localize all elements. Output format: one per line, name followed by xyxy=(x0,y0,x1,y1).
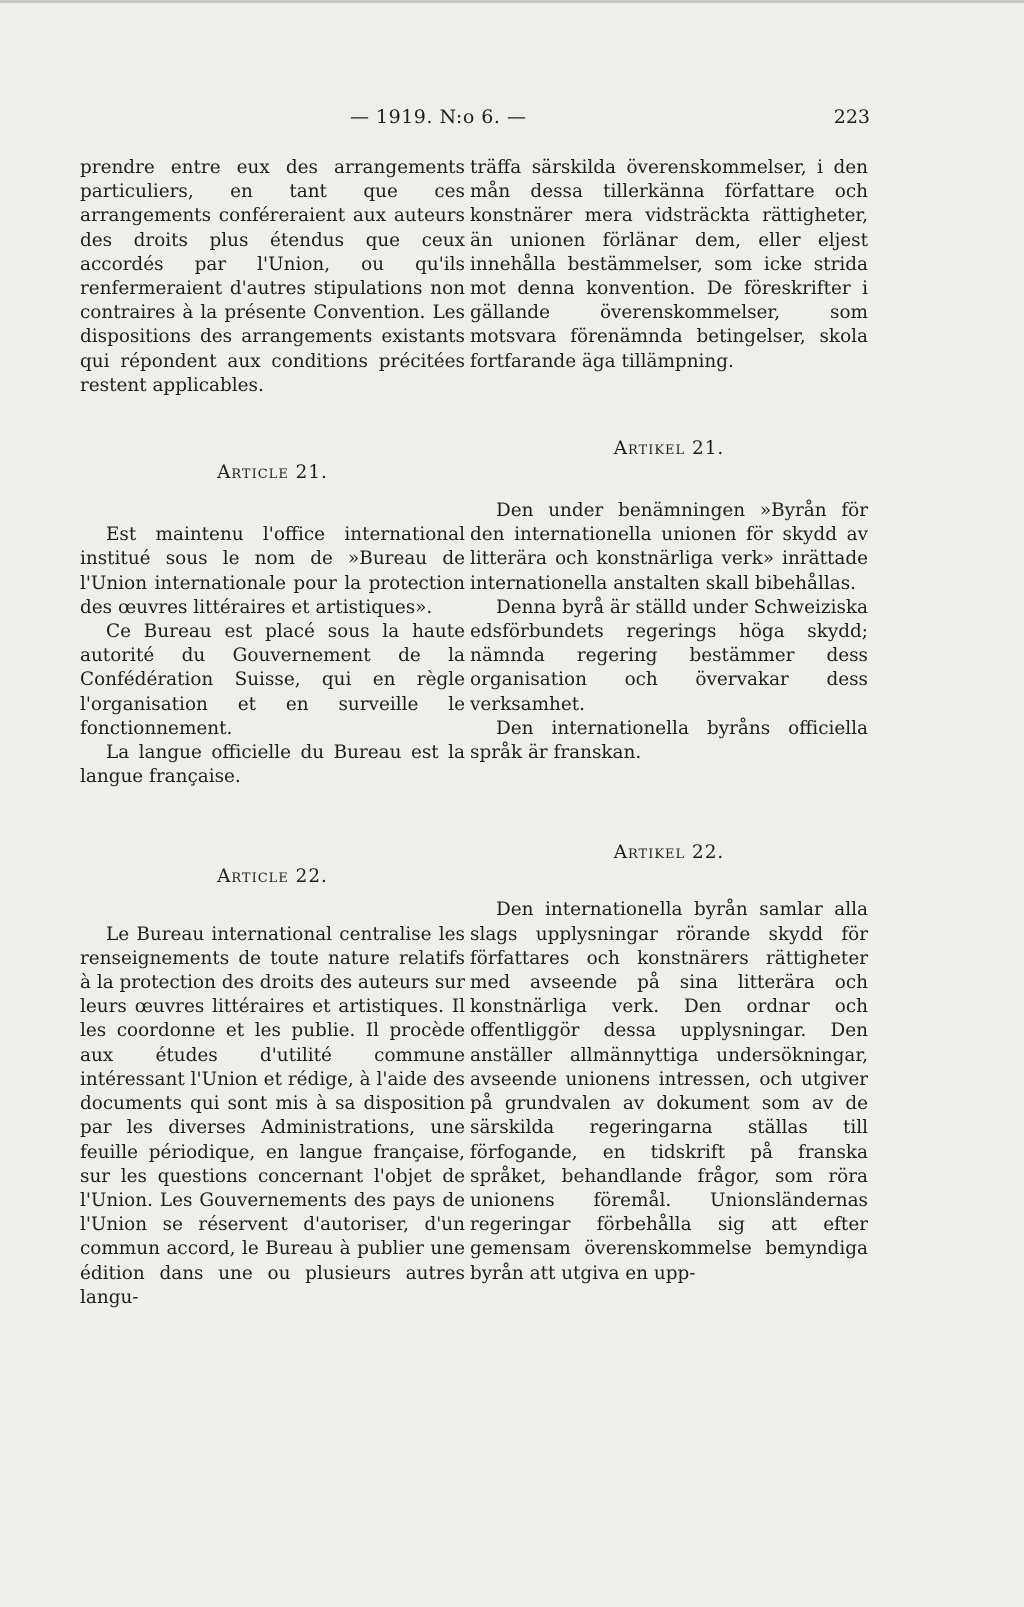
french-article-21-paragraph-2: Ce Bureau est placé sous la haute autorité du Gouvernement de la Confédération Suisse, qui en règle l'organisation et en surveille le fonctionnement. xyxy=(80,621,465,739)
page-number: 223 xyxy=(833,106,870,128)
swedish-article-21-paragraph-3: Den internationella byråns officiella språk är franskan. xyxy=(470,717,868,764)
swedish-article-21-paragraph-2: Denna byrå är ställd under Schweiziska edsförbundets regerings höga skydd; nämnda regering bestämmer dess organisation och övervakar dess verksamhet. xyxy=(470,596,869,715)
swedish-intro-paragraph: träffa särskilda överenskommelser, i den mån dessa tillerkänna författare och konstnärer mera vidsträckta rättigheter, än unionen förlänar dem, eller eljest innehålla bestämmelser, som icke strida mot denna konvention. De föreskrifter i gällande överenskommelser, som motsvara förenämnda betingelser, skola fortfarande äga tillämpning. xyxy=(470,157,868,372)
swedish-column xyxy=(470,156,868,1286)
running-head: — 1919. N:o 6. — xyxy=(350,106,527,128)
french-article-21-paragraph-1: Est maintenu l'office international institué sous le nom de »Bureau de l'Union internationale pour la protection des œuvres littéraires et artistiques». xyxy=(80,524,465,618)
swedish-article-22-paragraph-1: Den internationella byrån samlar alla slags upplysningar rörande skydd för författares och konstnärers rättigheter med avseende på sina litterära och konstnärliga verk. Den ordnar och offentliggör dessa upplysningar. Den anställer allmännyttiga undersökningar, avseende unionens intressen, och utgiver på grundvalen av dokument som av de särskilda regeringarna ställas till förfogande, en tidskrift på franska språket, behandlande frågor, som röra unionens föremål. Unionsländernas regeringar förbehålla sig att efter gemensam överenskommelse bemyndiga byrån att utgiva en upp- xyxy=(470,899,868,1284)
scan-edge xyxy=(0,0,1024,3)
swedish-article-21-paragraph-1: Den under benämningen »Byrån för den internationella unionen för skydd av litterära och konstnärliga verk» inrättade internationella anstalten skall bibehållas. xyxy=(470,500,868,594)
french-column xyxy=(80,156,465,1310)
french-article-21-heading: Article 21. xyxy=(217,462,328,484)
french-intro-paragraph: prendre entre eux des arrangements particuliers, en tant que ces arrangements conféreraient aux auteurs des droits plus étendus que ceux accordés par l'Union, ou qu'ils renfermeraient d'autres stipulations non contraires à la présente Convention. Les dispositions des arrangements existants qui répondent aux conditions précitées restent applicables. xyxy=(80,157,465,396)
french-article-21-paragraph-3: La langue officielle du Bureau est la langue française. xyxy=(80,742,465,788)
swedish-article-21-heading: Artikel 21. xyxy=(613,437,725,459)
french-article-22-paragraph-1: Le Bureau international centralise les renseignements de toute nature relatifs à la protection des droits des auteurs sur leurs œuvres littéraires et artistiques. Il les coordonne et les publie. Il procède aux études d'utilité commune intéressant l'Union et rédige, à l'aide des documents qui sont mis à sa disposition par les diverses Administrations, une feuille périodique, en langue française, sur les questions concernant l'objet de l'Union. Les Gouvernements des pays de l'Union se réservent d'autoriser, d'un commun accord, le Bureau à publier une édition dans une ou plusieurs autres langu- xyxy=(80,923,465,1308)
french-article-22-heading: Article 22. xyxy=(217,866,328,888)
swedish-article-22-heading: Artikel 22. xyxy=(613,842,725,864)
